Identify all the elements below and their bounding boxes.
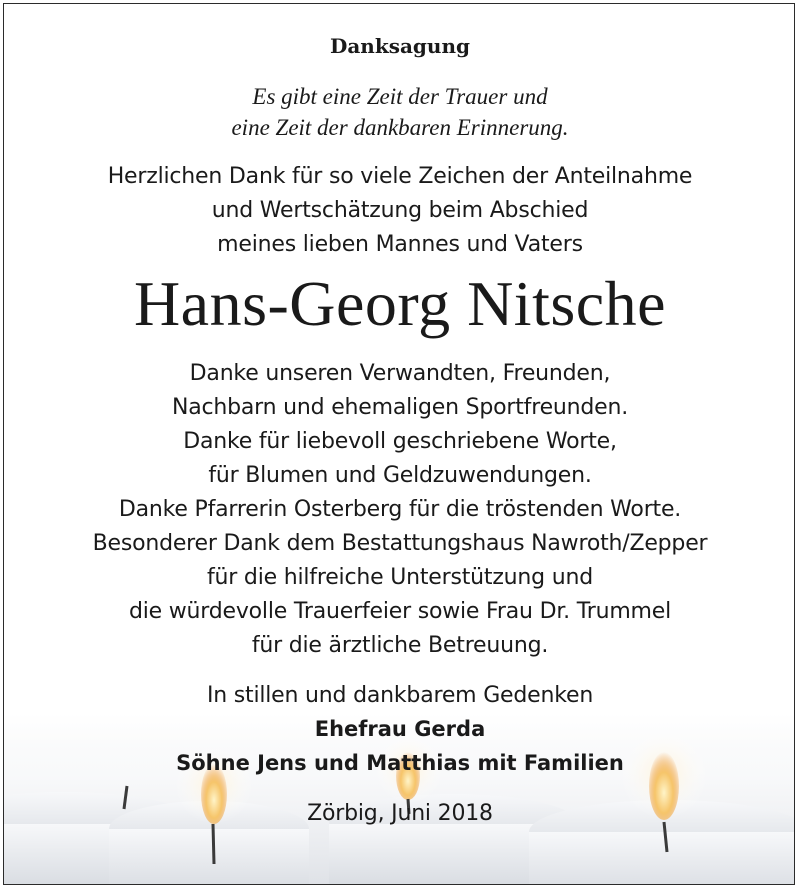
closing-line: In stillen und dankbarem Gedenken [206, 683, 594, 708]
thanks-line: Danke unseren Verwandten, Freunden, [189, 361, 611, 386]
thanks-line: Danke Pfarrerin Osterberg für die tröstenden Worte. [118, 497, 682, 522]
signatory: Söhne Jens und Matthias mit Familien [176, 751, 624, 775]
thanks-line: Besonderer Dank dem Bestattungshaus Nawroth/Zepper [92, 531, 708, 556]
intro-line: meines lieben Mannes und Vaters [217, 232, 583, 257]
thanks-line: Danke für liebevoll geschriebene Worte, [183, 429, 617, 454]
deceased-name: Hans-Georg Nitsche [133, 268, 667, 339]
heading: Danksagung [330, 34, 470, 58]
thanks-line: die würdevolle Trauerfeier sowie Frau Dr. Trummel [128, 599, 672, 624]
thanks-line: für Blumen und Geldzuwendungen. [208, 463, 592, 488]
signatory: Ehefrau Gerda [314, 717, 486, 741]
quote-line: eine Zeit der dankbaren Erinnerung. [231, 115, 569, 140]
quote-line: Es gibt eine Zeit der Trauer und [252, 84, 548, 109]
thanks-line: für die ärztliche Betreuung. [251, 633, 549, 658]
thanks-line: Nachbarn und ehemaligen Sportfreunden. [171, 395, 629, 420]
place-date: Zörbig, Juni 2018 [307, 801, 493, 826]
intro-line: Herzlichen Dank für so viele Zeichen der Anteilnahme [107, 164, 693, 189]
thanks-line: für die hilfreiche Unterstützung und [207, 565, 593, 590]
intro-line: und Wertschätzung beim Abschied [211, 198, 589, 223]
obituary-card [3, 3, 795, 885]
